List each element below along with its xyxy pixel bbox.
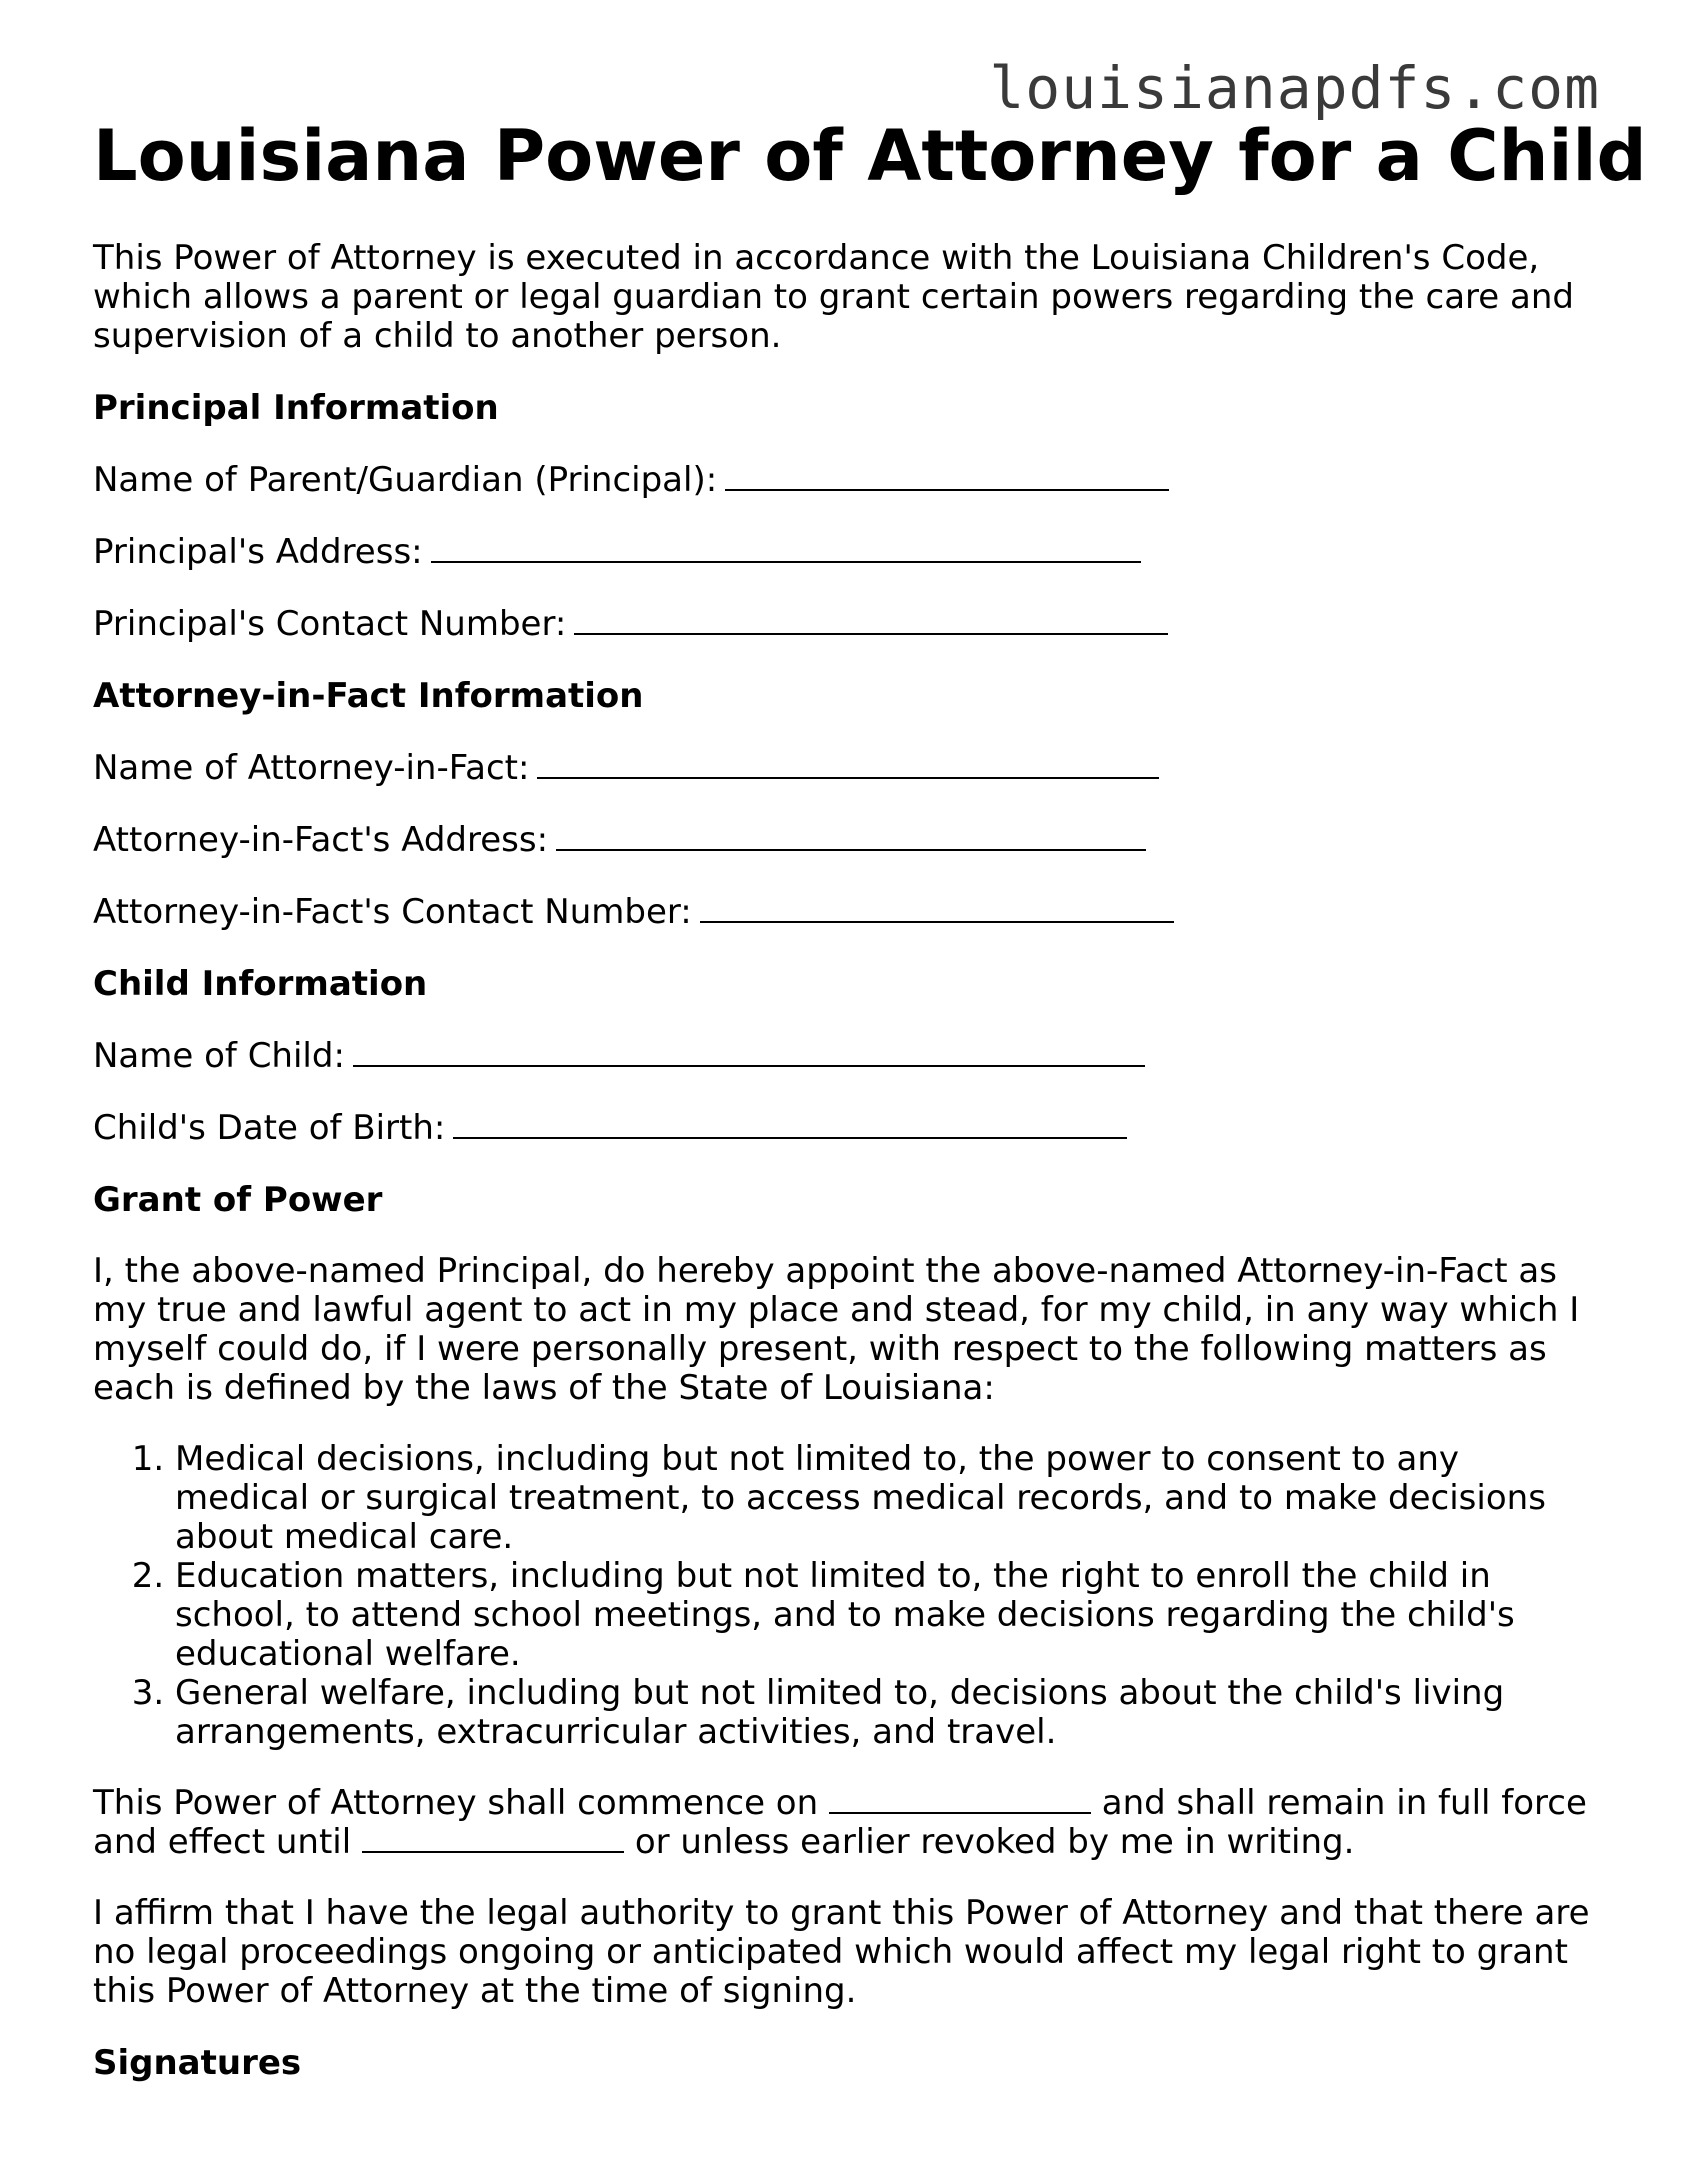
principal-name-blank[interactable] xyxy=(725,488,1169,491)
affirmation-paragraph: I affirm that I have the legal authority to grant this Power of Attorney and that there are no legal proceedings ongoing or anticipated which would affect my legal right to grant this Power of Attorney at the time of signing. xyxy=(93,1893,1590,2011)
principal-name-field xyxy=(93,460,1593,500)
principal-heading: Principal Information xyxy=(93,388,499,428)
commencement-paragraph xyxy=(93,1784,1593,1862)
principal-address-label: Principal's Address: xyxy=(93,532,423,572)
intro-paragraph: This Power of Attorney is executed in accordance with the Louisiana Children's Code, which allows a parent or legal guardian to grant certain powers regarding the care and supervision of a child to another person. xyxy=(93,238,1574,356)
attorney-contact-field xyxy=(93,892,1593,932)
child-name-label: Name of Child: xyxy=(93,1036,345,1076)
watermark: louisianapdfs.com xyxy=(989,54,1600,122)
child-dob-field xyxy=(93,1108,1593,1148)
principal-contact-blank[interactable] xyxy=(574,632,1168,635)
start-date-blank[interactable] xyxy=(829,1811,1091,1814)
child-heading: Child Information xyxy=(93,964,428,1004)
document-page xyxy=(93,115,1647,2115)
child-dob-blank[interactable] xyxy=(453,1136,1127,1139)
commence-text-1: This Power of Attorney shall commence on xyxy=(93,1783,819,1823)
attorney-heading: Attorney-in-Fact Information xyxy=(93,676,644,716)
child-name-blank[interactable] xyxy=(353,1064,1145,1067)
attorney-name-blank[interactable] xyxy=(537,776,1159,779)
list-item: 3. General welfare, including but not limited to, decisions about the child's living arrangements, extracurricular activities, and travel. xyxy=(175,1674,1593,1752)
child-name-field xyxy=(93,1036,1593,1076)
attorney-contact-blank[interactable] xyxy=(700,920,1174,923)
list-item: 1. Medical decisions, including but not limited to, the power to consent to any medical or surgical treatment, to access medical records, and to make decisions about medical care. xyxy=(175,1440,1593,1557)
grant-heading: Grant of Power xyxy=(93,1180,383,1220)
attorney-address-label: Attorney-in-Fact's Address: xyxy=(93,820,549,860)
principal-address-blank[interactable] xyxy=(431,560,1141,563)
attorney-address-field xyxy=(93,820,1593,860)
attorney-address-blank[interactable] xyxy=(556,848,1146,851)
attorney-name-label: Name of Attorney-in-Fact: xyxy=(93,748,530,788)
attorney-contact-label: Attorney-in-Fact's Contact Number: xyxy=(93,892,692,932)
end-date-blank[interactable] xyxy=(362,1850,624,1853)
list-item: 2. Education matters, including but not limited to, the right to enroll the child in school, to attend school meetings, and to make decisions regarding the child's educational welfare. xyxy=(175,1557,1593,1674)
commence-text-3: or unless earlier revoked by me in writing. xyxy=(634,1822,1355,1862)
document-title: Louisiana Power of Attorney for a Child xyxy=(93,115,1647,197)
commence-text-2: and shall remain in full force and effect until xyxy=(93,1783,1587,1862)
grant-paragraph: I, the above-named Principal, do hereby appoint the above-named Attorney-in-Fact as my true and lawful agent to act in my place and stead, for my child, in any way which I myself could do, if I were personally present, with respect to the following matters as each is defined by the laws of the State of Louisiana: xyxy=(93,1251,1580,1408)
principal-contact-label: Principal's Contact Number: xyxy=(93,604,567,644)
attorney-name-field xyxy=(93,748,1593,788)
child-dob-label: Child's Date of Birth: xyxy=(93,1108,446,1148)
principal-contact-field xyxy=(93,604,1593,644)
principal-name-label: Name of Parent/Guardian (Principal): xyxy=(93,460,718,500)
principal-address-field xyxy=(93,532,1593,572)
powers-list xyxy=(93,1440,1593,1752)
signatures-heading: Signatures xyxy=(93,2043,302,2083)
